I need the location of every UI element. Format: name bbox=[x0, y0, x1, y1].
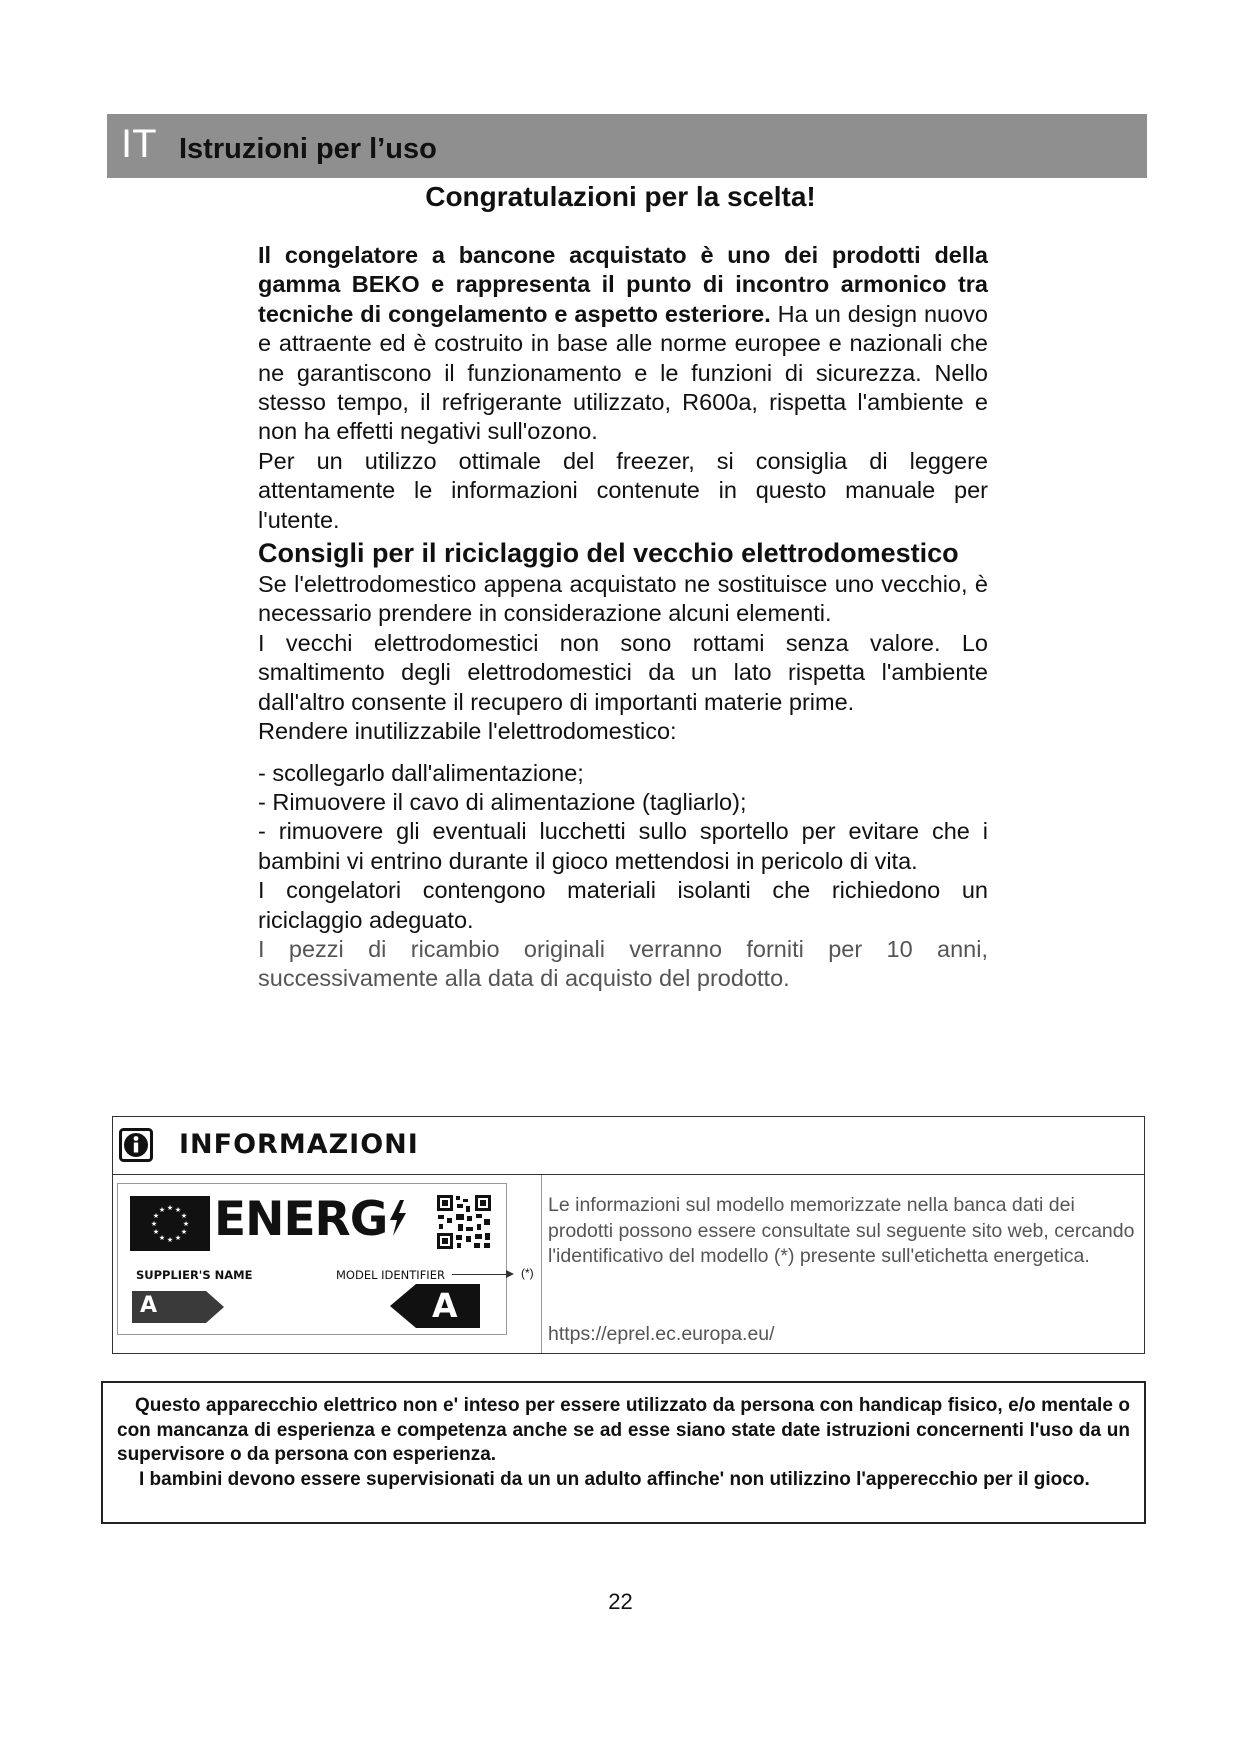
list-item: - scollegarlo dall'alimentazione; bbox=[258, 759, 584, 786]
page-number: 22 bbox=[608, 1589, 633, 1614]
recycle-p4: I congelatori contengono materiali isolanti che richiedono un riciclaggio adeguato. bbox=[258, 877, 988, 933]
energy-class-big bbox=[390, 1284, 480, 1328]
model-marker: (*) bbox=[521, 1266, 534, 1280]
section-header bbox=[107, 114, 1147, 178]
notice-paragraph-1: Questo apparecchio elettrico non e' inteso per essere utilizzato da persona con handicap fisico, e/o mentale o con mancanza di esperienza e competenza anche se ad esse siano state date istruzioni concernenti l'uso da un supervisore o da persona con esperienza. bbox=[117, 1395, 1130, 1466]
svg-text:★: ★ bbox=[180, 1212, 188, 1220]
info-icon bbox=[119, 1128, 153, 1162]
divider bbox=[541, 1175, 542, 1353]
svg-text:★: ★ bbox=[180, 1228, 188, 1236]
svg-text:★: ★ bbox=[158, 1206, 166, 1214]
list-item: - Rimuovere il cavo di alimentazione (tagliarlo); bbox=[258, 788, 747, 815]
svg-text:★: ★ bbox=[166, 1236, 174, 1244]
model-identifier-label: MODEL IDENTIFIER bbox=[336, 1268, 445, 1282]
spare-parts-note: I pezzi di ricambio originali verranno forniti per 10 anni, successivamente alla data di acquisto del prodotto. bbox=[258, 935, 988, 992]
arrow-right-icon bbox=[506, 1270, 514, 1278]
page-title: Istruzioni per l’uso bbox=[179, 133, 437, 165]
eu-flag-icon bbox=[130, 1196, 210, 1251]
recycle-p1: Se l'elettrodomestico appena acquistato ne sostituisce uno vecchio, è necessario prendere in considerazione alcuni elementi. bbox=[258, 571, 988, 627]
intro-bold: Il congelatore a bancone acquistato è uno dei prodotti della gamma BEKO e rappresenta il punto di incontro armonico tra tecniche di congelamento e aspetto esteriore. bbox=[258, 242, 988, 327]
main-content bbox=[258, 241, 988, 994]
svg-text:★: ★ bbox=[150, 1220, 158, 1228]
supplier-name-label: SUPPLIER'S NAME bbox=[136, 1268, 253, 1282]
energy-class-big-letter: A bbox=[432, 1286, 458, 1325]
energy-label bbox=[117, 1183, 534, 1335]
qr-code-icon bbox=[436, 1194, 492, 1250]
notice-paragraph-2: I bambini devono essere supervisionati da un un adulto affinche' non utilizzino l'apperecchio per il gioco. bbox=[139, 1468, 1090, 1490]
eprel-link[interactable]: https://eprel.ec.europa.eu/ bbox=[548, 1323, 775, 1345]
energy-class-small-letter: A bbox=[140, 1293, 158, 1318]
recycle-heading: Consigli per il riciclaggio del vecchio elettrodomestico bbox=[258, 538, 959, 569]
svg-text:★: ★ bbox=[174, 1234, 182, 1242]
list-item: - rimuovere gli eventuali lucchetti sullo sportello per evitare che i bambini vi entrino durante il gioco mettendosi in pericolo di vita. bbox=[258, 818, 988, 874]
svg-text:★: ★ bbox=[158, 1234, 166, 1242]
recycle-p3: Rendere inutilizzabile l'elettrodomestico: bbox=[258, 718, 677, 745]
info-box bbox=[112, 1116, 1145, 1354]
energy-class-small bbox=[132, 1291, 224, 1323]
svg-text:★: ★ bbox=[174, 1206, 182, 1214]
recycle-p2: I vecchi elettrodomestici non sono rottami senza valore. Lo smaltimento degli elettrodomestici da un lato rispetta l'ambiente dall'altro consente il recupero di importanti materie prime. bbox=[258, 629, 988, 715]
svg-text:★: ★ bbox=[152, 1228, 160, 1236]
intro-paragraph bbox=[258, 241, 988, 447]
disposal-list bbox=[258, 759, 988, 877]
language-code: IT bbox=[121, 122, 157, 166]
safety-notice bbox=[101, 1381, 1146, 1524]
info-title: INFORMAZIONI bbox=[179, 1129, 419, 1160]
svg-text:★: ★ bbox=[152, 1212, 160, 1220]
intro-paragraph-2: Per un utilizzo ottimale del freezer, si consiglia di leggere attentamente le informazioni contenute in questo manuale per l'utente. bbox=[258, 447, 988, 533]
intro-rest: Ha un design nuovo e attraente ed è costruito in base alle norme europee e nazionali che ne garantiscono il funzionamento e le funzioni di sicurezza. Nello stesso tempo, il refrigerante utilizzato, R600a, rispetta l'ambiente e non ha effetti negativi sull'ozono. bbox=[258, 300, 988, 445]
svg-text:★: ★ bbox=[182, 1220, 190, 1228]
info-description: Le informazioni sul modello memorizzate nella banca dati dei prodotti possono essere consultate sul seguente sito web, cercando l'identificativo del modello (*) presente sull'etichetta energetica. bbox=[548, 1194, 1135, 1267]
info-header bbox=[113, 1117, 1144, 1175]
energy-logo-text: ENERG bbox=[214, 1192, 388, 1247]
svg-text:★: ★ bbox=[166, 1204, 174, 1212]
lightning-icon bbox=[388, 1200, 408, 1236]
energy-label-area bbox=[115, 1177, 542, 1351]
pointer-line bbox=[452, 1274, 510, 1275]
congrats-heading: Congratulazioni per la scelta! bbox=[425, 181, 816, 212]
